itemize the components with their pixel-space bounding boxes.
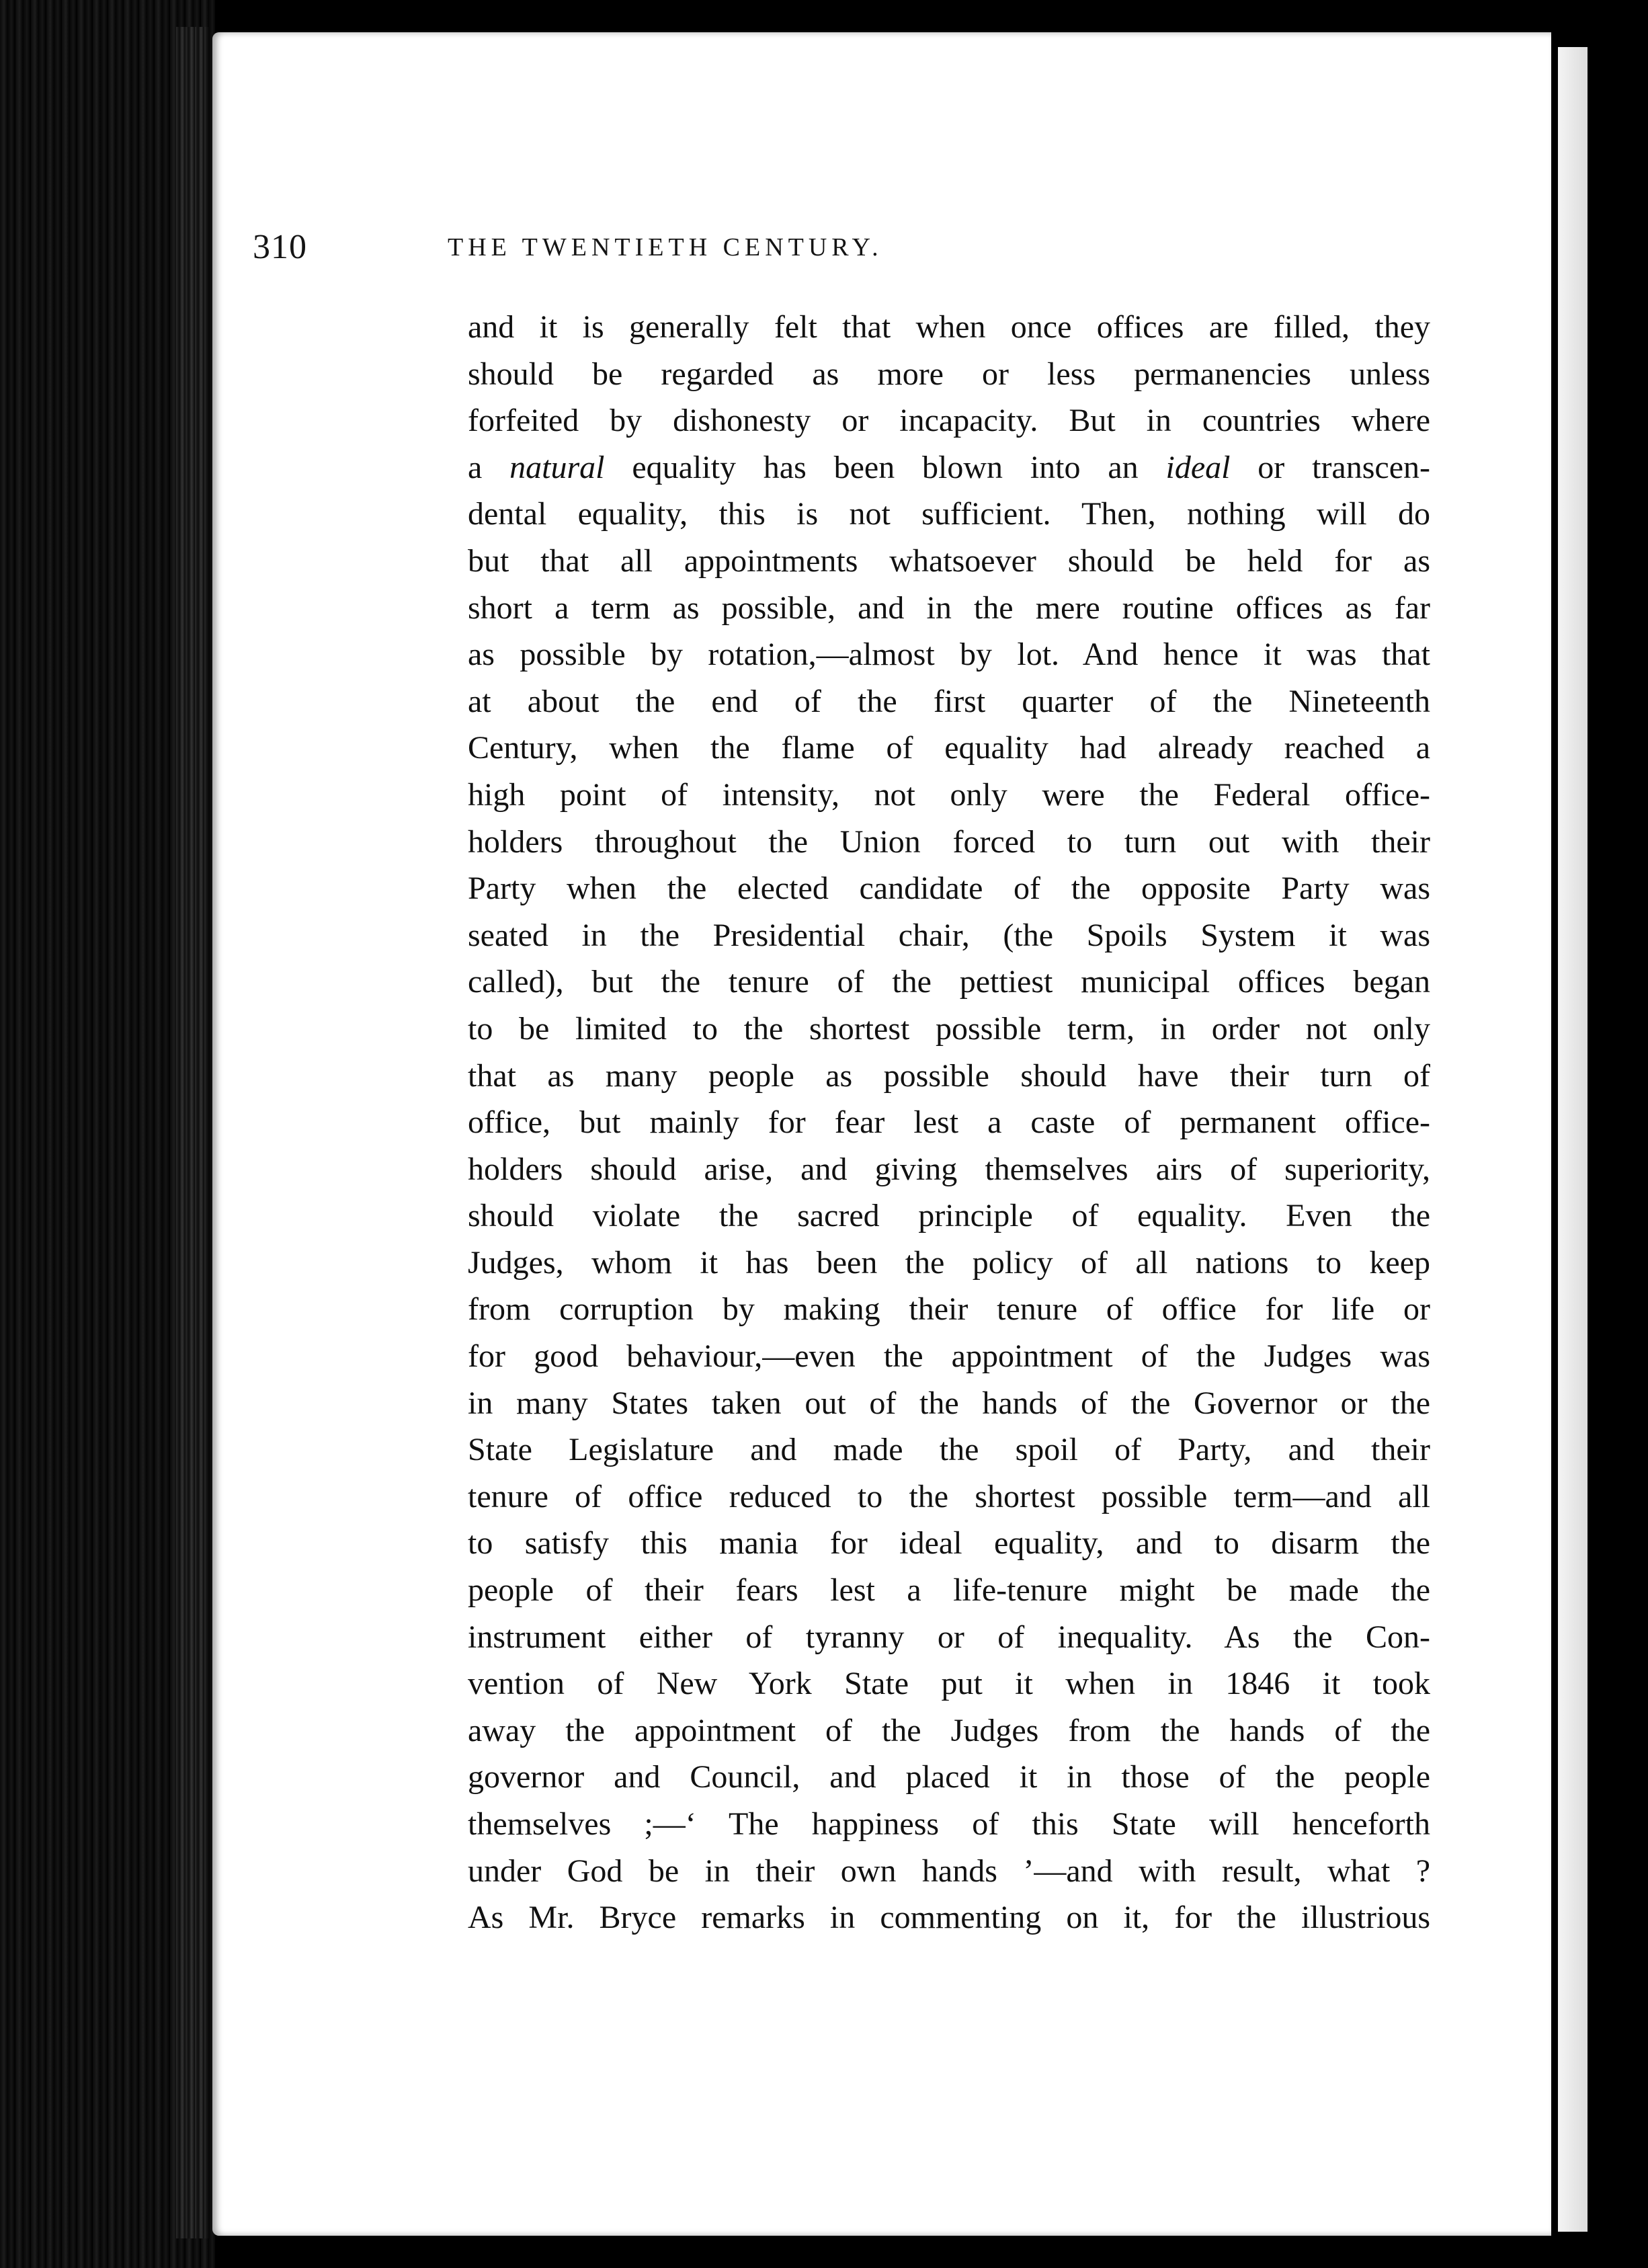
text-line: governor and Council, and placed it in those of the people — [468, 1759, 1430, 1795]
text-line: themselves ;—‘ The happiness of this State will henceforth — [468, 1806, 1430, 1842]
text-line: holders throughout the Union forced to turn out with their — [468, 823, 1430, 860]
text-line: Century, when the flame of equality had already reached a — [468, 730, 1430, 766]
text-line: holders should arise, and giving themselves airs of superiority, — [468, 1151, 1430, 1187]
text-line: for good behaviour,—even the appointment of the Judges was — [468, 1338, 1430, 1375]
next-page-sliver — [1558, 47, 1588, 2232]
page-edges — [176, 27, 208, 2238]
text-line: should violate the sacred principle of equality. Even the — [468, 1198, 1430, 1234]
text-line: and it is generally felt that when once offices are filled, they — [468, 309, 1430, 345]
text-line: As Mr. Bryce remarks in commenting on it, for the illustrious — [468, 1900, 1430, 1936]
text-line: should be regarded as more or less permanencies unless — [468, 356, 1430, 392]
text-line: called), but the tenure of the pettiest municipal offices began — [468, 964, 1430, 1000]
running-title: THE TWENTIETH CENTURY. — [448, 233, 883, 261]
text-line: people of their fears lest a life-tenure might be made the — [468, 1572, 1430, 1609]
text-line: in many States taken out of the hands of the Governor or the — [468, 1385, 1430, 1421]
text-line: high point of intensity, not only were the Federal office- — [468, 776, 1430, 813]
text-line: instrument either of tyranny or of inequality. As the Con- — [468, 1619, 1430, 1655]
page-number: 310 — [253, 228, 307, 266]
text-line: forfeited by dishonesty or incapacity. But in countries where — [468, 403, 1430, 439]
running-head — [253, 227, 1194, 274]
text-line: a natural equality has been blown into an ideal or transcen- — [468, 449, 1431, 485]
text-line: office, but mainly for fear lest a caste of permanent office- — [468, 1104, 1430, 1141]
text-line: State Legislature and made the spoil of Party, and their — [468, 1432, 1430, 1468]
text-line: to satisfy this mania for ideal equality, and to disarm the — [468, 1525, 1430, 1562]
text-line: dental equality, this is not sufficient. Then, nothing will do — [468, 496, 1430, 532]
text-line: that as many people as possible should have their turn of — [468, 1057, 1430, 1094]
text-line: tenure of office reduced to the shortest possible term—and all — [468, 1478, 1430, 1514]
text-line: vention of New York State put it when in 1846 it took — [468, 1666, 1430, 1702]
text-line: at about the end of the first quarter of the Nineteenth — [468, 683, 1430, 719]
text-line: seated in the Presidential chair, (the Spoils System it was — [468, 917, 1430, 953]
text-line: as possible by rotation,—almost by lot. And hence it was that — [468, 637, 1430, 673]
body-text — [468, 304, 1430, 1941]
text-line: from corruption by making their tenure of office for life or — [468, 1291, 1430, 1328]
text-line: Party when the elected candidate of the opposite Party was — [468, 870, 1430, 907]
text-line: under God be in their own hands ’—and with result, what ? — [468, 1853, 1430, 1889]
text-line: but that all appointments whatsoever should be held for as — [468, 542, 1430, 579]
text-line: away the appointment of the Judges from the hands of the — [468, 1712, 1430, 1748]
text-line: to be limited to the shortest possible term, in order not only — [468, 1010, 1430, 1047]
text-line: short a term as possible, and in the mere routine offices as far — [468, 590, 1430, 626]
text-line: Judges, whom it has been the policy of all nations to keep — [468, 1244, 1430, 1281]
